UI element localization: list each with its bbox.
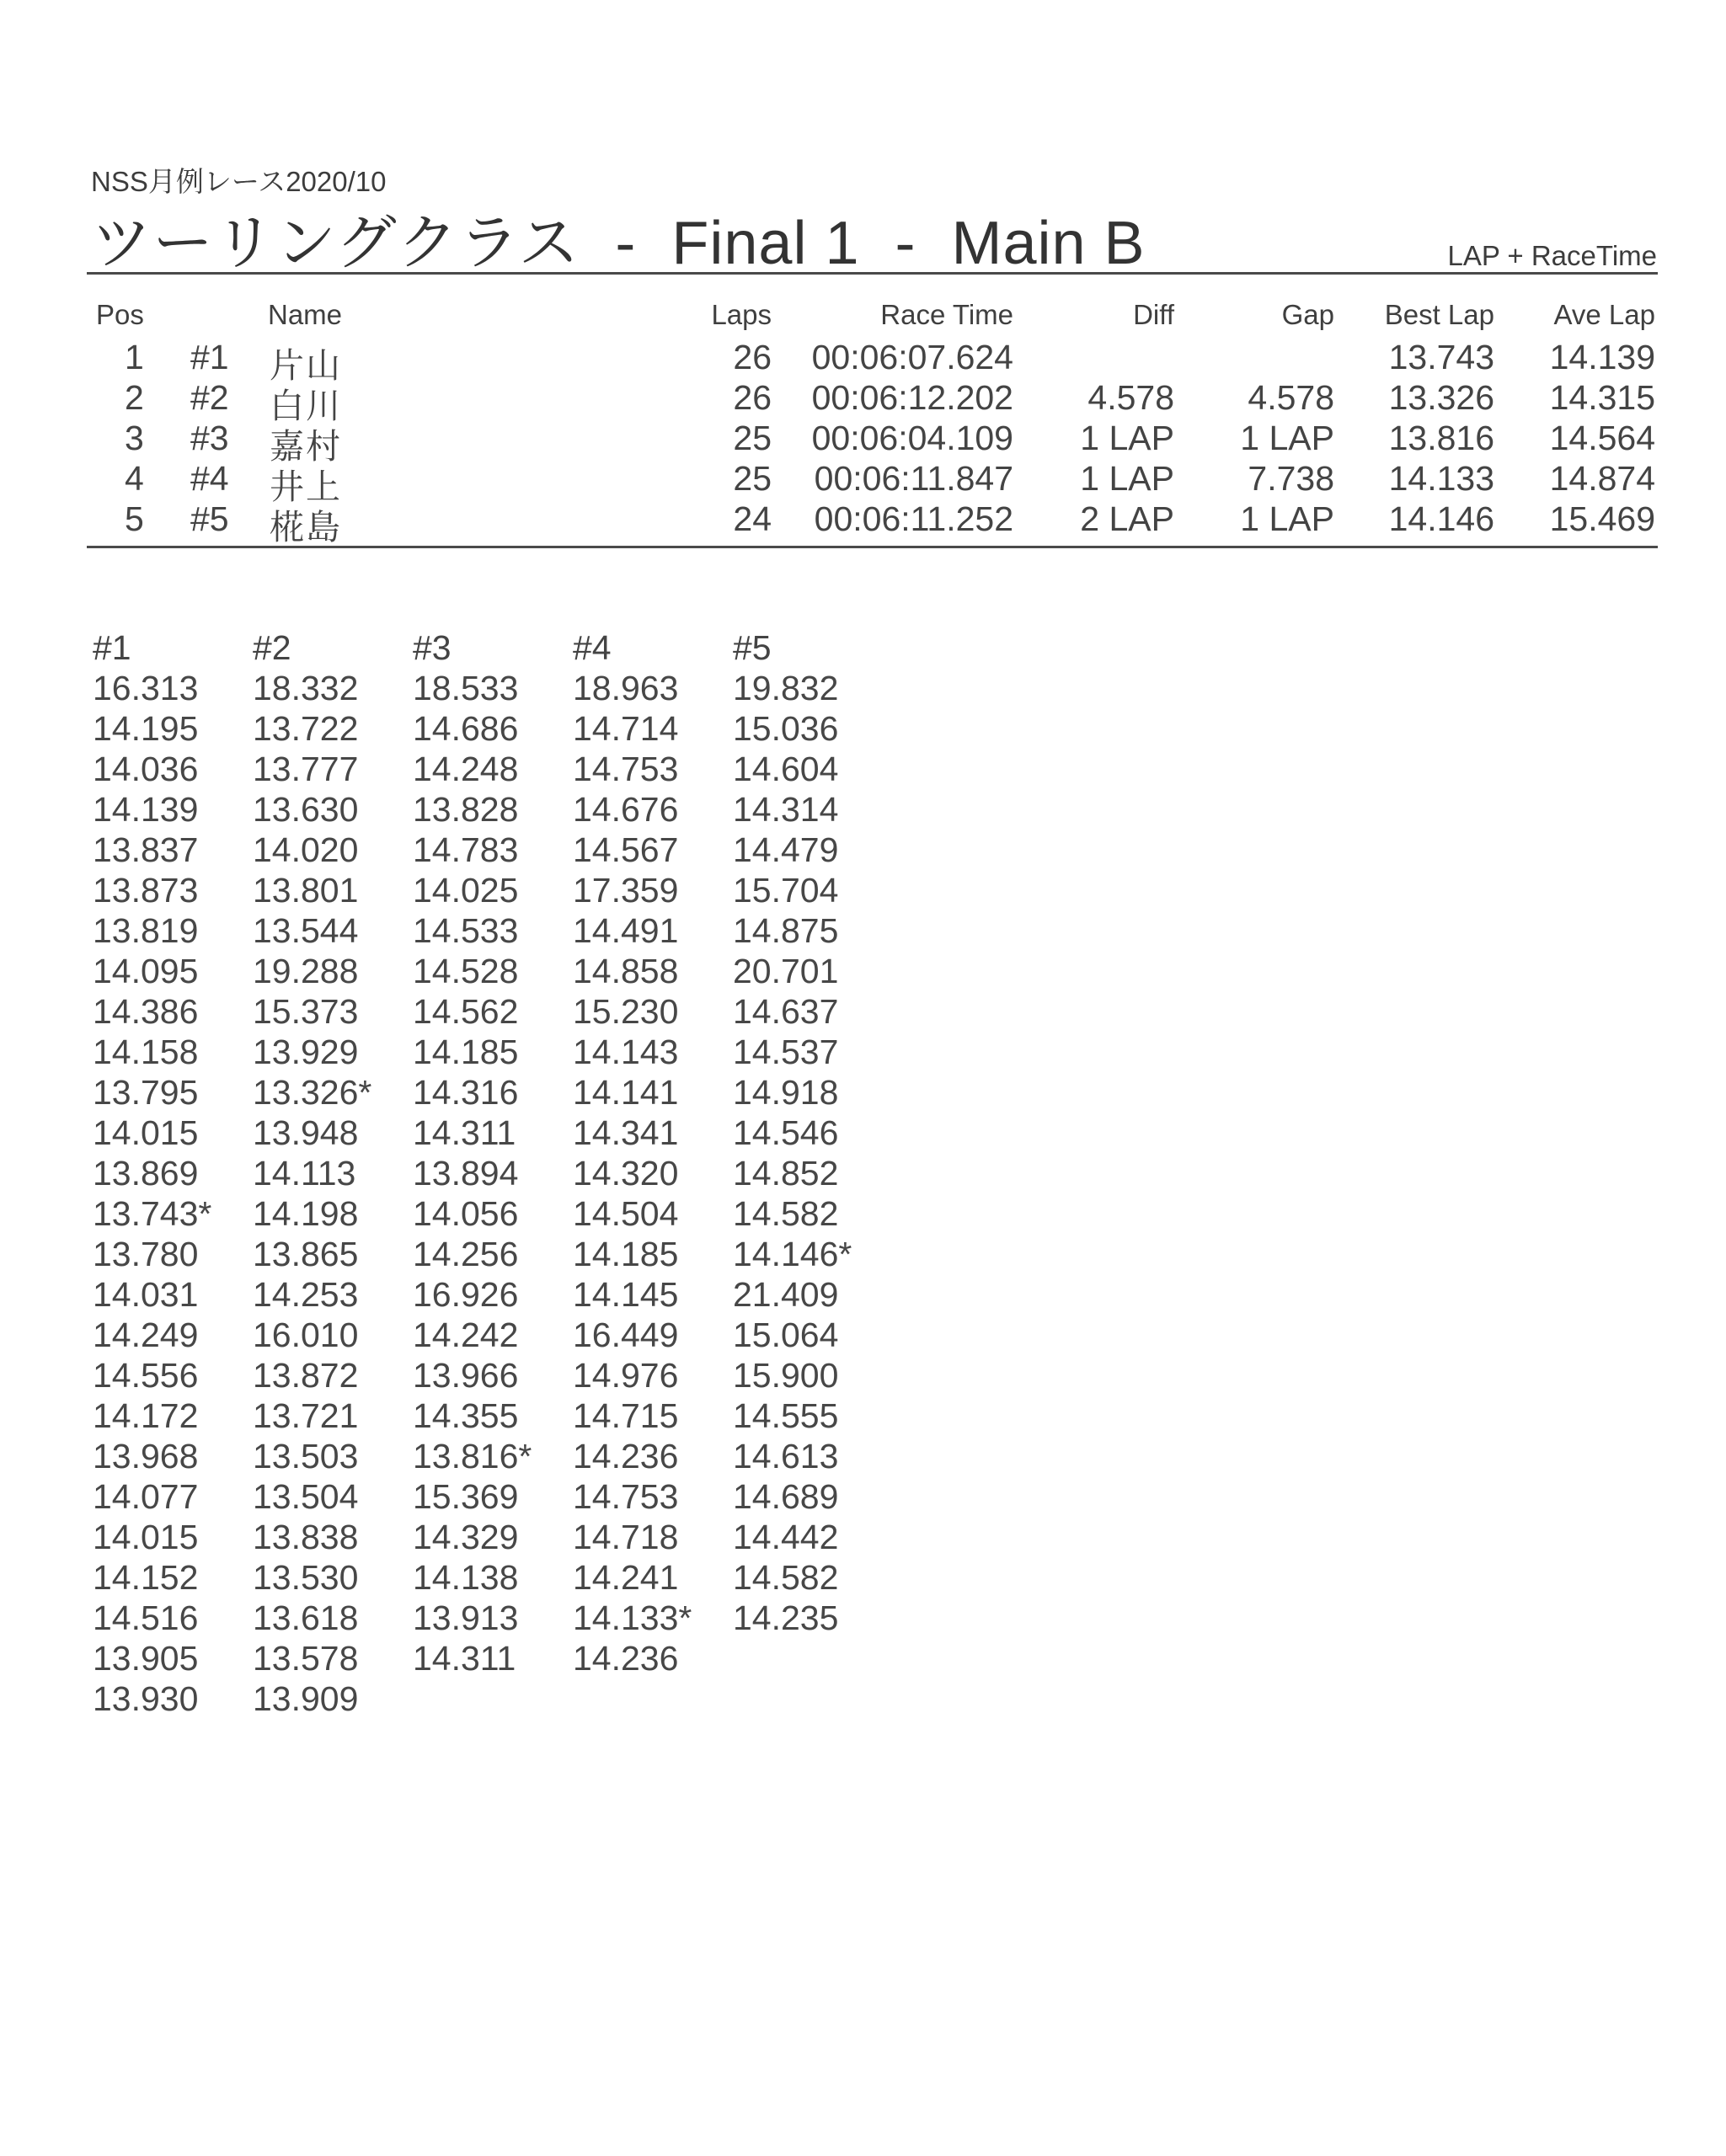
result-laps: 26 [733,338,772,376]
lap-column [413,627,573,1678]
lap-time: 14.320 [573,1154,679,1193]
lap-column [573,627,733,1678]
result-mode-label: LAP + RaceTime [1447,240,1657,271]
result-row [0,338,1726,385]
lap-time: 14.875 [733,911,839,950]
lap-column-header: #3 [413,628,452,667]
lap-time: 13.721 [253,1396,359,1435]
result-ave-lap: 14.315 [1549,378,1655,417]
lap-time: 13.828 [413,790,519,829]
lap-time: 14.783 [413,830,519,869]
lap-time: 13.930 [93,1679,199,1718]
lap-time: 14.555 [733,1396,839,1435]
result-pos: 5 [125,499,144,538]
lap-time: 14.145 [573,1275,679,1314]
lap-time: 14.025 [413,871,519,910]
result-name: 椛島 [270,508,342,547]
result-best-lap: 14.133 [1388,459,1494,498]
lap-time: 14.311 [413,1639,516,1678]
result-name: 片山 [270,346,342,385]
result-laps: 24 [733,499,772,538]
lap-time: 13.326* [253,1073,372,1112]
lap-time: 14.314 [733,790,839,829]
lap-time: 13.948 [253,1113,359,1152]
result-car: #1 [190,338,229,376]
lap-time: 14.689 [733,1477,839,1516]
lap-time: 14.198 [253,1194,359,1233]
lap-time: 13.503 [253,1437,359,1476]
result-diff: 1 LAP [1080,459,1174,498]
lap-time: 14.015 [93,1518,199,1556]
lap-column-header: #1 [93,628,131,667]
lap-time: 14.714 [573,709,679,748]
result-race-time: 00:06:07.624 [811,338,1013,376]
lap-time: 13.913 [413,1598,519,1637]
lap-time: 14.546 [733,1113,839,1152]
result-ave-lap: 14.139 [1549,338,1655,376]
lap-time: 13.722 [253,709,359,748]
result-gap: 4.578 [1248,378,1334,417]
results-divider [87,546,1658,548]
lap-time: 18.963 [573,669,679,707]
lap-column-header: #4 [573,628,612,667]
results-header-row [0,299,1726,338]
lap-time: 15.064 [733,1315,839,1354]
result-car: #4 [190,459,229,498]
result-row [0,378,1726,425]
lap-time: 14.152 [93,1558,199,1597]
result-best-lap: 13.743 [1388,338,1494,376]
lap-time: 14.479 [733,830,839,869]
results-table [0,299,1726,547]
result-best-lap: 13.816 [1388,419,1494,457]
lap-time: 13.618 [253,1598,359,1637]
lap-time: 18.533 [413,669,519,707]
lap-time: 14.141 [573,1073,679,1112]
lap-time: 14.185 [413,1033,519,1071]
lap-time: 15.900 [733,1356,839,1395]
lap-time: 13.530 [253,1558,359,1597]
lap-time: 14.715 [573,1396,679,1435]
lap-time: 14.442 [733,1518,839,1556]
result-race-time: 00:06:12.202 [811,378,1013,417]
lap-time: 14.133* [573,1598,692,1637]
result-name: 嘉村 [270,427,342,466]
lap-time: 13.795 [93,1073,199,1112]
lap-time: 14.582 [733,1194,839,1233]
lap-time: 14.146* [733,1235,852,1273]
result-name: 井上 [270,467,342,506]
lap-time: 13.578 [253,1639,359,1678]
lap-time: 21.409 [733,1275,839,1314]
lap-time: 14.686 [413,709,519,748]
lap-time: 14.753 [573,1477,679,1516]
lap-time: 14.235 [733,1598,839,1637]
lap-time: 17.359 [573,871,679,910]
lap-time: 14.516 [93,1598,199,1637]
lap-time: 13.869 [93,1154,199,1193]
lap-time: 13.968 [93,1437,199,1476]
result-laps: 26 [733,378,772,417]
result-ave-lap: 14.874 [1549,459,1655,498]
result-race-time: 00:06:11.847 [814,459,1013,498]
lap-time: 14.015 [93,1113,199,1152]
lap-time: 14.976 [573,1356,679,1395]
header-divider [87,272,1658,275]
lap-time: 14.491 [573,911,679,950]
lap-time: 16.313 [93,669,199,707]
event-subtitle: NSS月例レース2020/10 [91,166,387,197]
lap-time: 13.777 [253,750,359,788]
lap-time: 14.582 [733,1558,839,1597]
lap-time: 13.780 [93,1235,199,1273]
lap-time: 14.567 [573,830,679,869]
lap-time: 14.056 [413,1194,519,1233]
lap-time: 13.872 [253,1356,359,1395]
lap-time: 14.248 [413,750,519,788]
lap-time: 13.544 [253,911,359,950]
lap-column [93,627,253,1719]
lap-time: 13.743* [93,1194,212,1233]
col-race-time: Race Time [880,299,1013,330]
lap-time: 14.138 [413,1558,519,1597]
lap-time: 14.095 [93,952,199,990]
result-pos: 1 [125,338,144,376]
lap-time: 14.253 [253,1275,359,1314]
lap-time: 19.288 [253,952,359,990]
lap-time: 14.386 [93,992,199,1031]
lap-time: 14.637 [733,992,839,1031]
lap-column-header: #5 [733,628,772,667]
lap-time: 14.556 [93,1356,199,1395]
result-gap: 1 LAP [1240,419,1334,457]
lap-time: 13.838 [253,1518,359,1556]
lap-time: 15.036 [733,709,839,748]
lap-time: 14.242 [413,1315,519,1354]
result-pos: 2 [125,378,144,417]
lap-time: 14.918 [733,1073,839,1112]
lap-time: 14.504 [573,1194,679,1233]
lap-time: 14.852 [733,1154,839,1193]
lap-time: 14.355 [413,1396,519,1435]
lap-time: 14.185 [573,1235,679,1273]
result-pos: 3 [125,419,144,457]
lap-time: 14.528 [413,952,519,990]
lap-time: 15.373 [253,992,359,1031]
lap-time: 14.143 [573,1033,679,1071]
lap-time: 14.533 [413,911,519,950]
lap-time: 13.504 [253,1477,359,1516]
lap-time: 13.630 [253,790,359,829]
lap-time: 14.537 [733,1033,839,1071]
lap-time: 14.316 [413,1073,519,1112]
lap-time: 14.613 [733,1437,839,1476]
lap-time: 13.816* [413,1437,532,1476]
lap-time: 14.562 [413,992,519,1031]
lap-time: 14.020 [253,830,359,869]
lap-time: 14.158 [93,1033,199,1071]
lap-time: 14.195 [93,709,199,748]
lap-time: 15.369 [413,1477,519,1516]
lap-time: 14.858 [573,952,679,990]
lap-time: 14.236 [573,1437,679,1476]
col-gap: Gap [1281,299,1334,330]
lap-time: 13.801 [253,871,359,910]
lap-time: 13.894 [413,1154,519,1193]
lap-time: 13.909 [253,1679,359,1718]
lap-time: 14.031 [93,1275,199,1314]
result-name: 白川 [270,387,342,425]
lap-time: 16.449 [573,1315,679,1354]
lap-time: 13.929 [253,1033,359,1071]
col-diff: Diff [1133,299,1174,330]
lap-time: 19.832 [733,669,839,707]
col-best-lap: Best Lap [1384,299,1494,330]
result-row [0,459,1726,506]
lap-time: 14.718 [573,1518,679,1556]
lap-time: 14.113 [253,1154,356,1193]
lap-time: 14.241 [573,1558,679,1597]
result-gap: 7.738 [1248,459,1334,498]
result-best-lap: 13.326 [1388,378,1494,417]
lap-time: 13.865 [253,1235,359,1273]
result-race-time: 00:06:11.252 [814,499,1013,538]
result-car: #5 [190,499,229,538]
lap-time: 14.256 [413,1235,519,1273]
result-ave-lap: 15.469 [1549,499,1655,538]
result-best-lap: 14.146 [1388,499,1494,538]
col-ave-lap: Ave Lap [1553,299,1655,330]
result-row [0,419,1726,466]
lap-time: 14.753 [573,750,679,788]
lap-time: 20.701 [733,952,839,990]
result-pos: 4 [125,459,144,498]
lap-time: 16.926 [413,1275,519,1314]
result-row [0,499,1726,547]
lap-time: 14.329 [413,1518,519,1556]
lap-time: 13.966 [413,1356,519,1395]
result-car: #3 [190,419,229,457]
result-laps: 25 [733,419,772,457]
lap-column [253,627,413,1719]
lap-time: 14.249 [93,1315,199,1354]
result-gap: 1 LAP [1240,499,1334,538]
result-race-time: 00:06:04.109 [811,419,1013,457]
lap-time: 13.905 [93,1639,199,1678]
lap-time: 14.077 [93,1477,199,1516]
lap-time: 14.036 [93,750,199,788]
col-laps: Laps [711,299,772,330]
lap-time: 14.139 [93,790,199,829]
lap-time: 14.172 [93,1396,199,1435]
lap-time: 18.332 [253,669,359,707]
lap-time: 14.341 [573,1113,679,1152]
lap-time: 14.311 [413,1113,516,1152]
lap-time: 15.230 [573,992,679,1031]
result-car: #2 [190,378,229,417]
lap-time: 14.604 [733,750,839,788]
lap-time: 13.819 [93,911,199,950]
lap-column-header: #2 [253,628,291,667]
col-name: Name [268,299,343,330]
result-diff: 1 LAP [1080,419,1174,457]
lap-time: 13.837 [93,830,199,869]
result-diff: 2 LAP [1080,499,1174,538]
result-ave-lap: 14.564 [1549,419,1655,457]
lap-time: 14.676 [573,790,679,829]
lap-time: 14.236 [573,1639,679,1678]
race-title: ツーリングクラス - Final 1 - Main B [91,210,1146,277]
lap-time: 16.010 [253,1315,359,1354]
result-diff: 4.578 [1087,378,1174,417]
lap-time: 15.704 [733,871,839,910]
lap-column [733,627,893,1638]
result-laps: 25 [733,459,772,498]
lap-time: 13.873 [93,871,199,910]
col-pos: Pos [96,299,144,330]
